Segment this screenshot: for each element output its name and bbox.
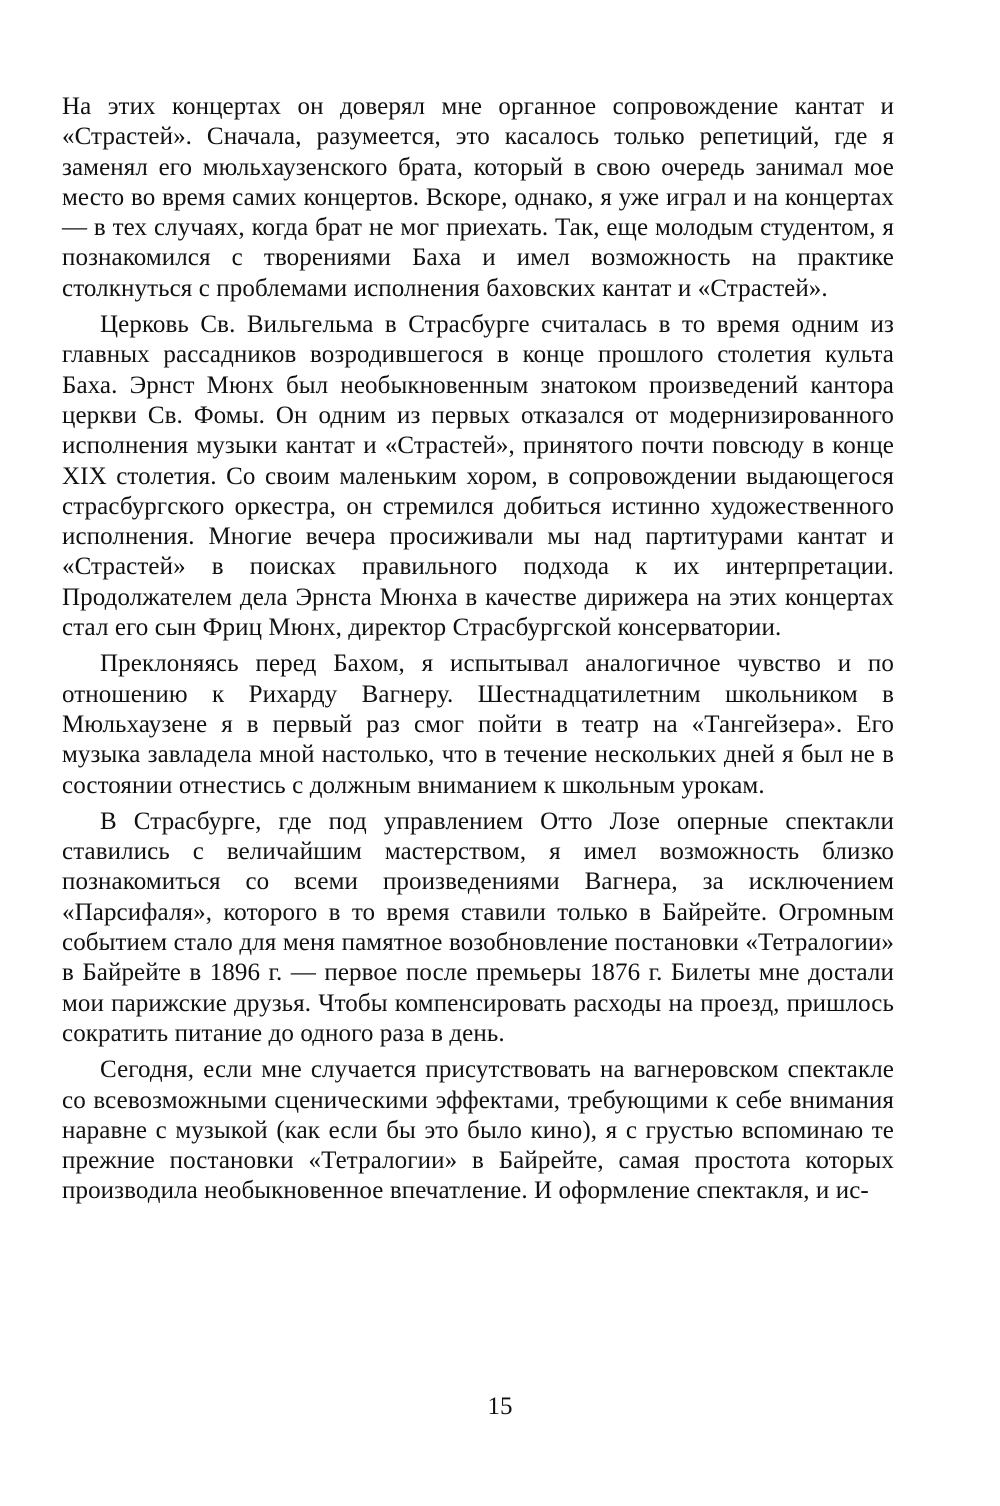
paragraph-1: На этих концертах он доверял мне органное сопровождение кантат и «Страстей». Сначала, разумеется, это касалось только репетиций, где я заменял его мюльхаузенского брата, который в свою очередь занимал мое место во время самих концертов. Вскоре, однако, я уже играл и на концертах — в тех случаях, когда брат не мог приехать. Так, еще молодым студентом, я познакомился с творениями Баха и имел возможность на практике столкнуться с проблемами исполнения баховских кантат и «Страстей». [62,93,894,302]
paragraph-3: Преклоняясь перед Бахом, я испытывал аналогичное чувство и по отношению к Рихарду Вагнеру. Шестнадцатилетним школьником в Мюльхаузене я в первый раз смог пойти в театр на «Тангейзера». Его музыка завладела мной настолько, что в течение нескольких дней я был не в состоянии отнестись с должным вниманием к школьным урокам. [62,650,894,799]
paragraph-4: В Страсбурге, где под управлением Отто Лозе оперные спектакли ставились с величайшим мастерством, я имел возможность близко познакомиться со всеми произведениями Вагнера, за исключением «Парсифаля», которого в то время ставили только в Байрейте. Огромным событием стало для меня памятное возобновление постановки «Тетралогии» в Байрейте в 1896 г. — первое после премьеры 1876 г. Билеты мне достали мои парижские друзья. Чтобы компенсировать расходы на проезд, пришлось сократить питание до одного раза в день. [62,807,894,1047]
page-body [62,92,894,1207]
page-number: 15 [487,1393,513,1420]
paragraph-5: Сегодня, если мне случается присутствовать на вагнеровском спектакле со всевозможными сценическими эффектами, требующими к себе внимания наравне с музыкой (как если бы это было кино), я с грустью вспоминаю те прежние постановки «Тетралогии» в Байрейте, самая простота которых производила необыкновенное впечатление. И оформление спектакля, и ис- [62,1056,894,1205]
paragraph-2: Церковь Св. Вильгельма в Страсбурге считалась в то время одним из главных рассадников возродившегося в конце прошлого столетия культа Баха. Эрнст Мюнх был необыкновенным знатоком произведений кантора церкви Св. Фомы. Он одним из первых отказался от модернизированного исполнения музыки кантат и «Страстей», принятого почти повсюду в конце XIX столетия. Со своим маленьким хором, в сопровождении выдающегося страсбургского оркестра, он стремился добиться истинно художественного исполнения. Многие вечера просиживали мы над партитурами кантат и «Страстей» в поисках правильного подхода к их интерпретации. Продолжателем дела Эрнста Мюнха в качестве дирижера на этих концертах стал его сын Фриц Мюнх, директор Страсбургской консерватории. [62,311,894,642]
